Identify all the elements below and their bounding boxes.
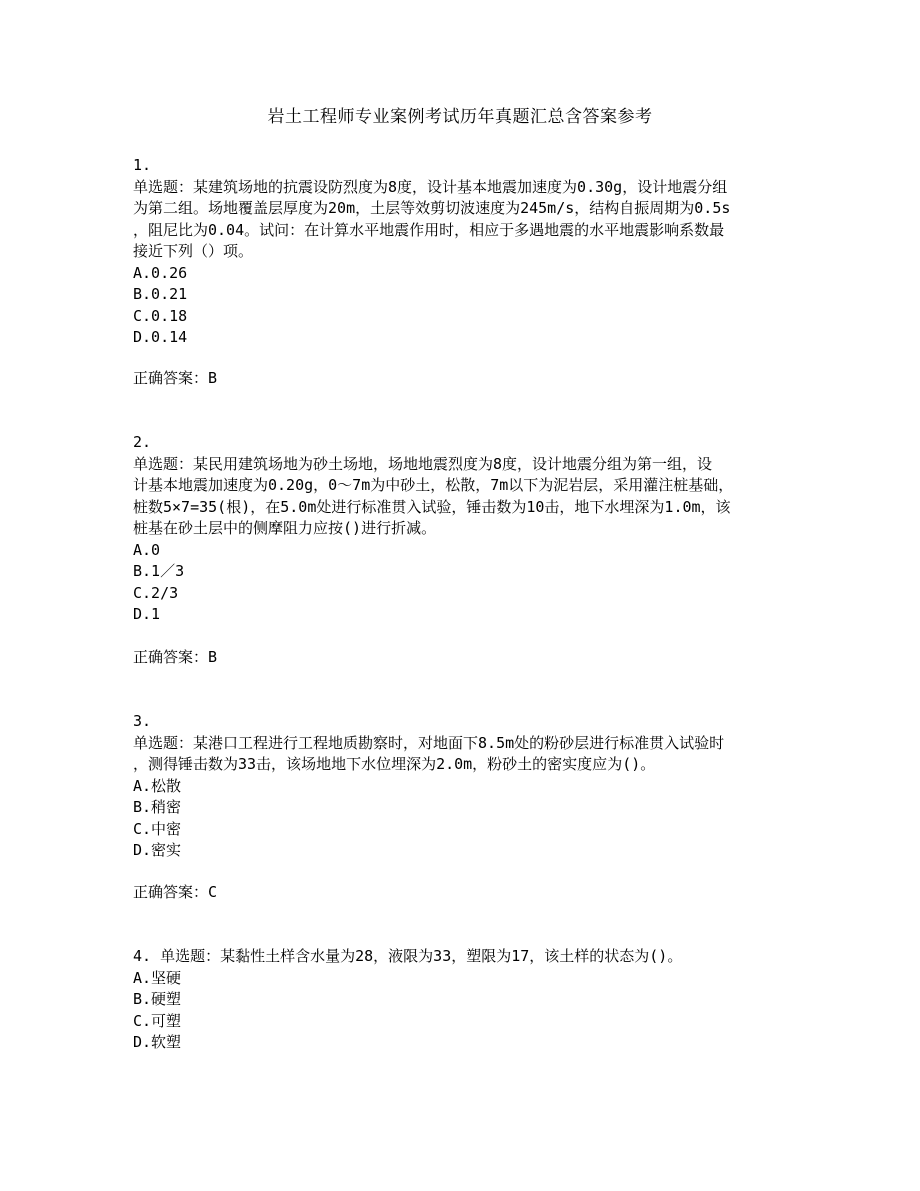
question-1 [133, 155, 793, 349]
question-stem-line: 桩数5×7=35(根)，在5.0m处进行标准贯入试验，锤击数为10击，地下水埋深为1.0m，该 [133, 497, 731, 516]
answer-2: 正确答案：B [133, 648, 218, 666]
option-d: D.0.14 [133, 328, 188, 346]
option-a: A.坚硬 [133, 968, 182, 987]
question-4 [133, 946, 793, 1054]
question-number: 4. [133, 947, 152, 965]
question-stem-text: 单选题：某黏性土样含水量为28，液限为33，塑限为17，该土样的状态为()。 [160, 947, 683, 965]
option-c: C.0.18 [133, 306, 188, 325]
answer-1: 正确答案：B [133, 369, 218, 387]
question-number: 2. [133, 433, 152, 451]
option-b: B.1／3 [133, 562, 185, 580]
question-stem-line: 接近下列（）项。 [133, 242, 254, 260]
question-stem-line: ，测得锤击数为33击，该场地地下水位埋深为2.0m，粉砂土的密实度应为()。 [133, 755, 656, 773]
option-a: A.0.26 [133, 263, 188, 282]
question-stem-line: 为第二组。场地覆盖层厚度为20m，土层等效剪切波速度为245m/s，结构自振周期为0.5s [133, 199, 731, 217]
question-stem-line: 单选题：某港口工程进行工程地质勘察时，对地面下8.5m处的粉砂层进行标准贯入试验时 [133, 733, 725, 752]
question-stem-line: 桩基在砂土层中的侧摩阻力应按()进行折减。 [133, 519, 437, 537]
question-stem-line: ，阻尼比为0.04。试问：在计算水平地震作用时，相应于多遇地震的水平地震影响系数最 [133, 220, 725, 239]
option-b: B.0.21 [133, 285, 188, 303]
answer-3: 正确答案：C [133, 883, 218, 901]
option-d: D.密实 [133, 841, 182, 859]
option-c: C.2/3 [133, 583, 179, 602]
option-c: C.中密 [133, 819, 182, 838]
question-2 [133, 432, 793, 626]
option-b: B.硬塑 [133, 990, 182, 1008]
question-3 [133, 711, 793, 862]
option-b: B.稍密 [133, 798, 182, 816]
option-a: A.松散 [133, 776, 182, 795]
question-number: 1. [133, 156, 152, 174]
option-d: D.1 [133, 605, 161, 623]
option-d: D.软塑 [133, 1033, 182, 1051]
question-stem-line [133, 946, 793, 968]
option-c: C.可塑 [133, 1011, 182, 1030]
question-number: 3. [133, 712, 152, 730]
question-stem-line: 单选题：某建筑场地的抗震设防烈度为8度，设计基本地震加速度为0.30g，设计地震分组 [133, 177, 728, 196]
page-title: 岩土工程师专业案例考试历年真题汇总含答案参考 [267, 107, 653, 127]
question-stem-line: 计基本地震加速度为0.20g，0～7m为中砂土，松散，7m以下为泥岩层，采用灌注桩基础， [133, 476, 734, 494]
question-stem-line: 单选题：某民用建筑场地为砂土场地，场地地震烈度为8度，设计地震分组为第一组，设 [133, 454, 713, 473]
option-a: A.0 [133, 540, 161, 559]
